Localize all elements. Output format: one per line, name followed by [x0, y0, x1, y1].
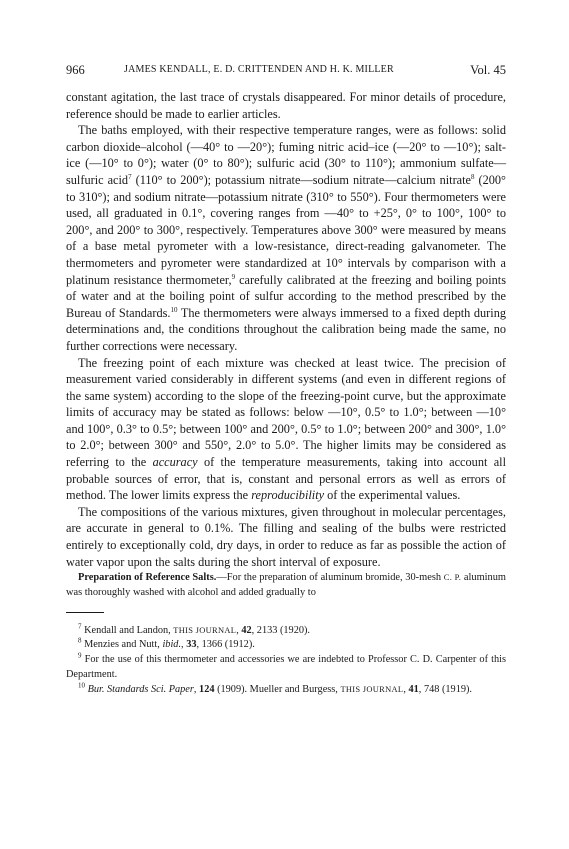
footnote-ref-8[interactable]: 8 [471, 172, 475, 181]
paragraph-baths: The baths employed, with their respective temperature ranges, were as follows: solid carbon dioxide–alcohol (—40° to —20°); fuming nitric acid–ice (—20° to —10°); salt-ice (—10° to 0°); water (0° to 80°); sulfuric acid (30° to 110°); ammonium sulfate—sulfuric acid$^7$ (110° to 200°); potassium nitrate—sodium nitrate—calcium nitrate$^8$ (200° to 310°); and sodium nitrate—potassium nitrate (310° to 550°). Four thermometers were used, all graduated in 0.1°, covering ranges from —40° to +25°, 0° to 100°, 100° to 200°, and 200° to 300°, respectively. Temperatures above 300° were measured by means of a base metal pyrometer with a low-resistance, direct-reading galvanometer. The thermometers and pyrometer were standardized at 10° intervals by comparison with a platinum resistance thermometer,$^9$ carefully calibrated at the freezing and boiling points of water and at the boiling point of sulfur according to the method prescribed by the Bureau of Standards.$^{10}$ The thermometers were always immersed to a fixed depth during determinations and, the conditions throughout the calibration being made the same, no further corrections were necessary. [66, 123, 506, 353]
paragraph-precision: The freezing point of each mixture was checked at least twice. The precision of measurement varied considerably in different systems (and even in different regions of the same system) according to the slope of the freezing-point curve, but the approximate limits of accuracy may be stated as follows: below —10°, 0.5° to 1.0°; between —10° and 100°, 0.3° to 0.5°; between 100° and 200°, 0.5° to 1.0°; between 200° and 300°, 1.0° to 2.0°; between 300° and 550°, 2.0° to 5.0°. The higher limits may be considered as referring to the accuracy of the temperature measurements, taking into account all probable sources of error, that is, constant and personal errors as well as errors of method. The lower limits express the reproducibility of the experimental values. [66, 355, 506, 503]
section-title: Preparation of Reference Salts. [78, 572, 217, 584]
footnote-9: $^9$ For the use of this thermometer and accessories we are indebted to Professor C. D. Carpenter of this Department. [66, 651, 506, 680]
running-head [66, 60, 506, 80]
article-body [66, 89, 506, 698]
section-reference-salts: Preparation of Reference Salts.—For the preparation of aluminum bromide, 30-mesh C. P. aluminum was thoroughly washed with alcohol and added gradually to [66, 572, 507, 599]
emphasis-reproducibility: reproducibility [251, 488, 325, 503]
footnote-ref-9[interactable]: 9 [231, 272, 236, 281]
paragraph-continuation: constant agitation, the last trace of crystals disappeared. For minor details of procedure, reference should be made to earlier articles. [66, 90, 506, 121]
paragraph-compositions: The compositions of the various mixtures, given throughout in molecular percentages, are accurate in general to 0.1%. The filling and sealing of the bulbs were restricted entirely to exceptionally cold, dry days, in order to reduce as far as possible the action of water vapor upon the salts during the short interval of exposure. [66, 504, 506, 569]
footnote-8: $^8$ Menzies and Nutt, ibid., 33, 1366 (1912). [78, 636, 255, 651]
emphasis-accuracy: accuracy [152, 455, 198, 470]
page-number: 966 [66, 63, 85, 77]
running-head-authors: JAMES KENDALL, E. D. CRITTENDEN AND H. K. MILLER [124, 64, 394, 75]
footnote-ref-10[interactable]: 10 [170, 305, 178, 314]
volume-number: Vol. 45 [470, 63, 506, 77]
footnote-10: $^{10}$ Bur. Standards Sci. Paper, 124 (1909). Mueller and Burgess, THIS JOURNAL, 41, 748 (1919). [78, 681, 472, 696]
footnote-7: $^7$ Kendall and Landon, THIS JOURNAL, 42, 2133 (1920). [78, 622, 310, 636]
footnote-rule [66, 612, 104, 613]
footnotes [66, 623, 506, 698]
footnote-ref-7[interactable]: 7 [128, 172, 132, 181]
